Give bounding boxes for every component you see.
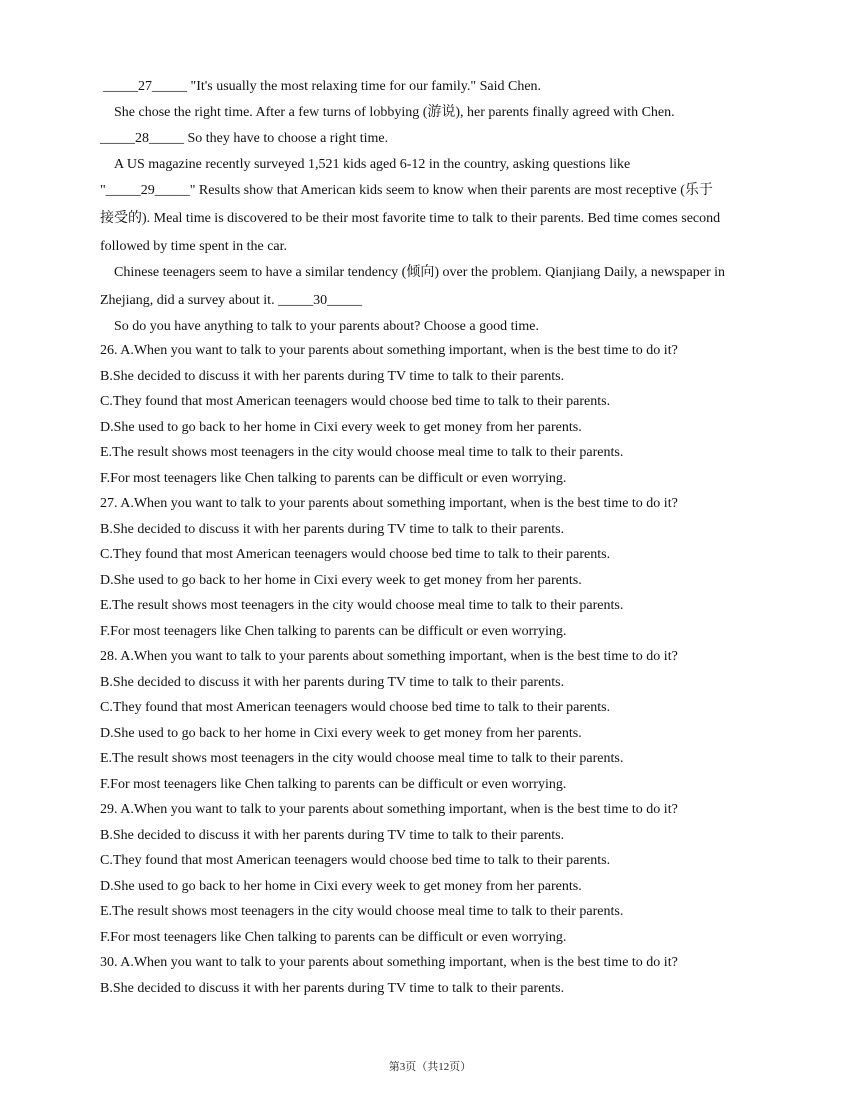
option-e: E.The result shows most teenagers in the city would choose meal time to talk to their parents. bbox=[100, 751, 624, 766]
question-30 bbox=[100, 954, 765, 1005]
option-c: C.They found that most American teenagers would choose bed time to talk to their parents. bbox=[100, 853, 611, 868]
reading-passage bbox=[100, 78, 765, 342]
passage-line: She chose the right time. After a few turns of lobbying (游说), her parents finally agreed with Chen. bbox=[114, 105, 675, 120]
option-d: D.She used to go back to her home in Cixi every week to get money from her parents. bbox=[100, 572, 582, 588]
question-29 bbox=[100, 801, 765, 954]
question-28 bbox=[100, 648, 765, 801]
option-c: C.They found that most American teenagers would choose bed time to talk to their parents. bbox=[100, 700, 611, 715]
document-content bbox=[100, 78, 765, 1005]
option-e: E.The result shows most teenagers in the city would choose meal time to talk to their parents. bbox=[100, 904, 624, 919]
passage-line: Chinese teenagers seem to have a similar tendency (倾向) over the problem. Qianjiang Daily, a newspaper in bbox=[114, 265, 725, 280]
option-e: E.The result shows most teenagers in the city would choose meal time to talk to their parents. bbox=[100, 445, 624, 460]
question-26 bbox=[100, 342, 765, 495]
option-f: F.For most teenagers like Chen talking to parents can be difficult or even worrying. bbox=[100, 470, 567, 486]
option-f: F.For most teenagers like Chen talking to parents can be difficult or even worrying. bbox=[100, 623, 567, 639]
option-a: 28. A.When you want to talk to your parents about something important, when is the best time to do it? bbox=[100, 649, 678, 664]
option-b: B.She decided to discuss it with her parents during TV time to talk to their parents. bbox=[100, 827, 565, 843]
passage-line: _____27_____ "It's usually the most relaxing time for our family." Said Chen. bbox=[103, 79, 542, 94]
question-27 bbox=[100, 495, 765, 648]
option-b: B.She decided to discuss it with her parents during TV time to talk to their parents. bbox=[100, 980, 565, 996]
option-d: D.She used to go back to her home in Cixi every week to get money from her parents. bbox=[100, 419, 582, 435]
option-b: B.She decided to discuss it with her parents during TV time to talk to their parents. bbox=[100, 521, 565, 537]
option-d: D.She used to go back to her home in Cixi every week to get money from her parents. bbox=[100, 878, 582, 894]
option-f: F.For most teenagers like Chen talking to parents can be difficult or even worrying. bbox=[100, 929, 567, 945]
option-a: 26. A.When you want to talk to your parents about something important, when is the best time to do it? bbox=[100, 343, 678, 358]
option-c: C.They found that most American teenagers would choose bed time to talk to their parents. bbox=[100, 547, 611, 562]
option-a: 27. A.When you want to talk to your parents about something important, when is the best time to do it? bbox=[100, 496, 678, 511]
passage-line: A US magazine recently surveyed 1,521 kids aged 6-12 in the country, asking questions like bbox=[114, 157, 631, 172]
option-e: E.The result shows most teenagers in the city would choose meal time to talk to their parents. bbox=[100, 598, 624, 613]
option-c: C.They found that most American teenagers would choose bed time to talk to their parents. bbox=[100, 394, 611, 409]
passage-line: 接受的). Meal time is discovered to be their most favorite time to talk to their parents. Bed time comes second bbox=[100, 211, 721, 226]
option-a: 29. A.When you want to talk to your parents about something important, when is the best time to do it? bbox=[100, 802, 678, 817]
passage-line: Zhejiang, did a survey about it. _____30_____ bbox=[100, 293, 363, 308]
passage-line: "_____29_____" Results show that American kids seem to know when their parents are most receptive (乐于 bbox=[100, 183, 713, 198]
passage-line: So do you have anything to talk to your parents about? Choose a good time. bbox=[114, 319, 539, 334]
passage-line: followed by time spent in the car. bbox=[100, 239, 288, 254]
option-b: B.She decided to discuss it with her parents during TV time to talk to their parents. bbox=[100, 674, 565, 690]
passage-line: _____28_____ So they have to choose a right time. bbox=[100, 131, 389, 146]
page-footer: 第3页（共12页） bbox=[388, 1061, 472, 1073]
option-f: F.For most teenagers like Chen talking to parents can be difficult or even worrying. bbox=[100, 776, 567, 792]
option-b: B.She decided to discuss it with her parents during TV time to talk to their parents. bbox=[100, 368, 565, 384]
option-a: 30. A.When you want to talk to your parents about something important, when is the best time to do it? bbox=[100, 955, 678, 970]
option-d: D.She used to go back to her home in Cixi every week to get money from her parents. bbox=[100, 725, 582, 741]
